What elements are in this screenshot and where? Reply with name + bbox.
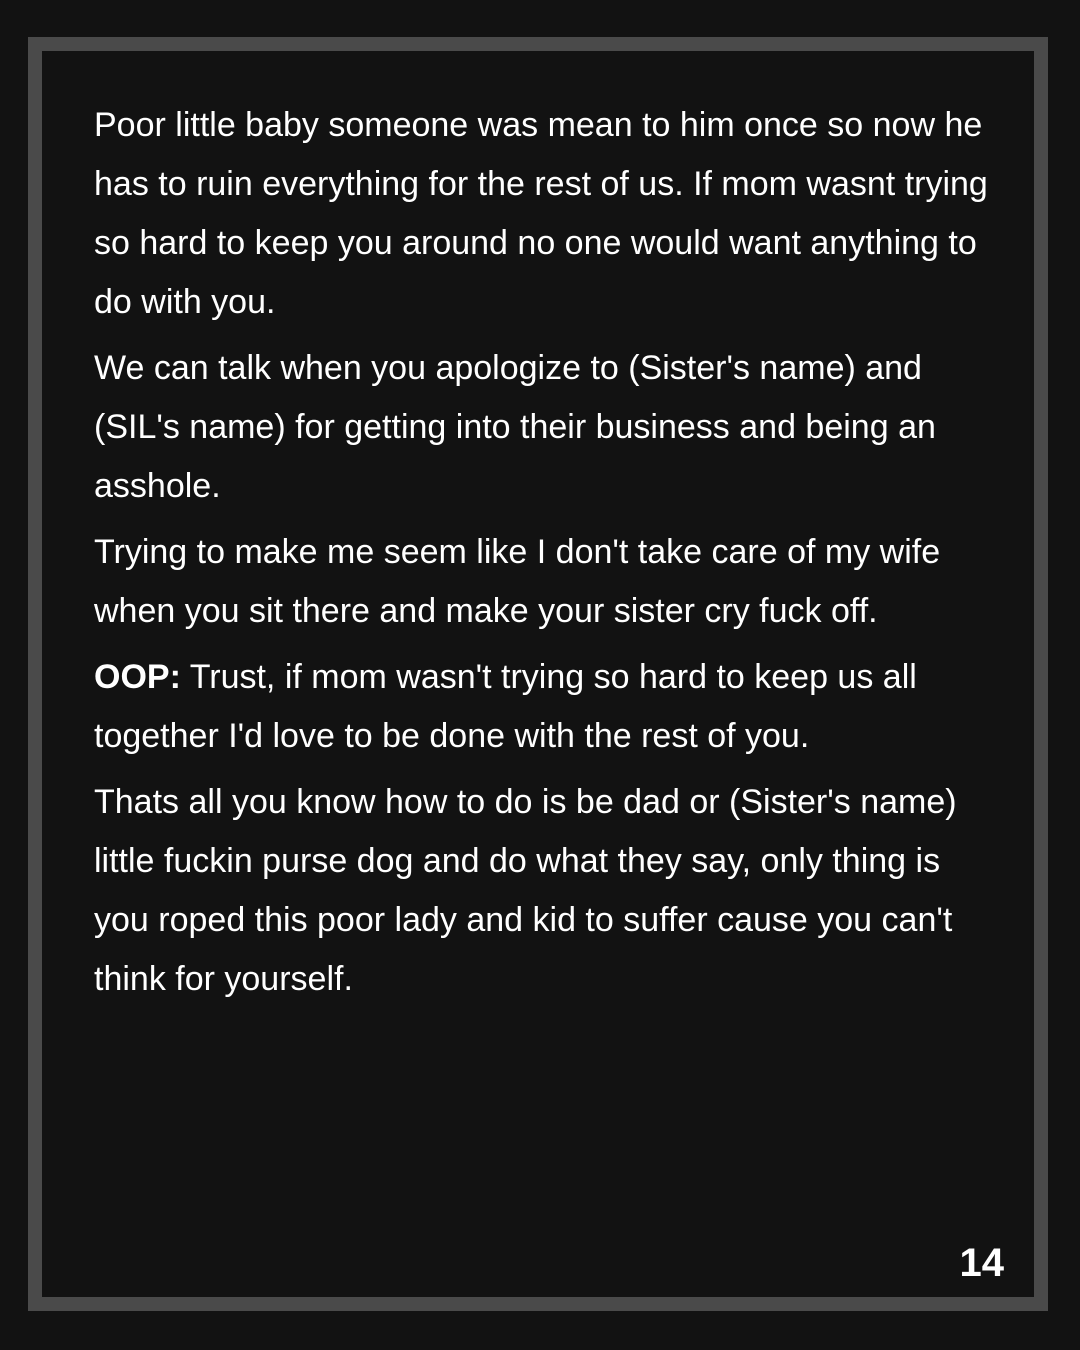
paragraph-1: Poor little baby someone was mean to him once so now he has to ruin everything for the rest of us. If mom wasnt trying so hard to keep you around no one would want anything to do with you.: [94, 106, 988, 321]
oop-reply: [94, 648, 1004, 766]
paragraph-2: We can talk when you apologize to (Sister's name) and (SIL's name) for getting into their business and being an asshole.: [94, 349, 936, 505]
paragraph-3: Trying to make me seem like I don't take care of my wife when you sit there and make your sister cry fuck off.: [94, 533, 941, 630]
oop-label: OOP:: [94, 658, 181, 696]
text-content: [94, 96, 1004, 1016]
page-frame: [28, 37, 1048, 1311]
page-number: 14: [959, 1241, 1004, 1285]
paragraph-4: Thats all you know how to do is be dad or (Sister's name) little fuckin purse dog and do what they say, only thing is you roped this poor lady and kid to suffer cause you can't think for yourself.: [94, 783, 957, 998]
oop-text: Trust, if mom wasn't trying so hard to keep us all together I'd love to be done with the rest of you.: [94, 658, 917, 755]
